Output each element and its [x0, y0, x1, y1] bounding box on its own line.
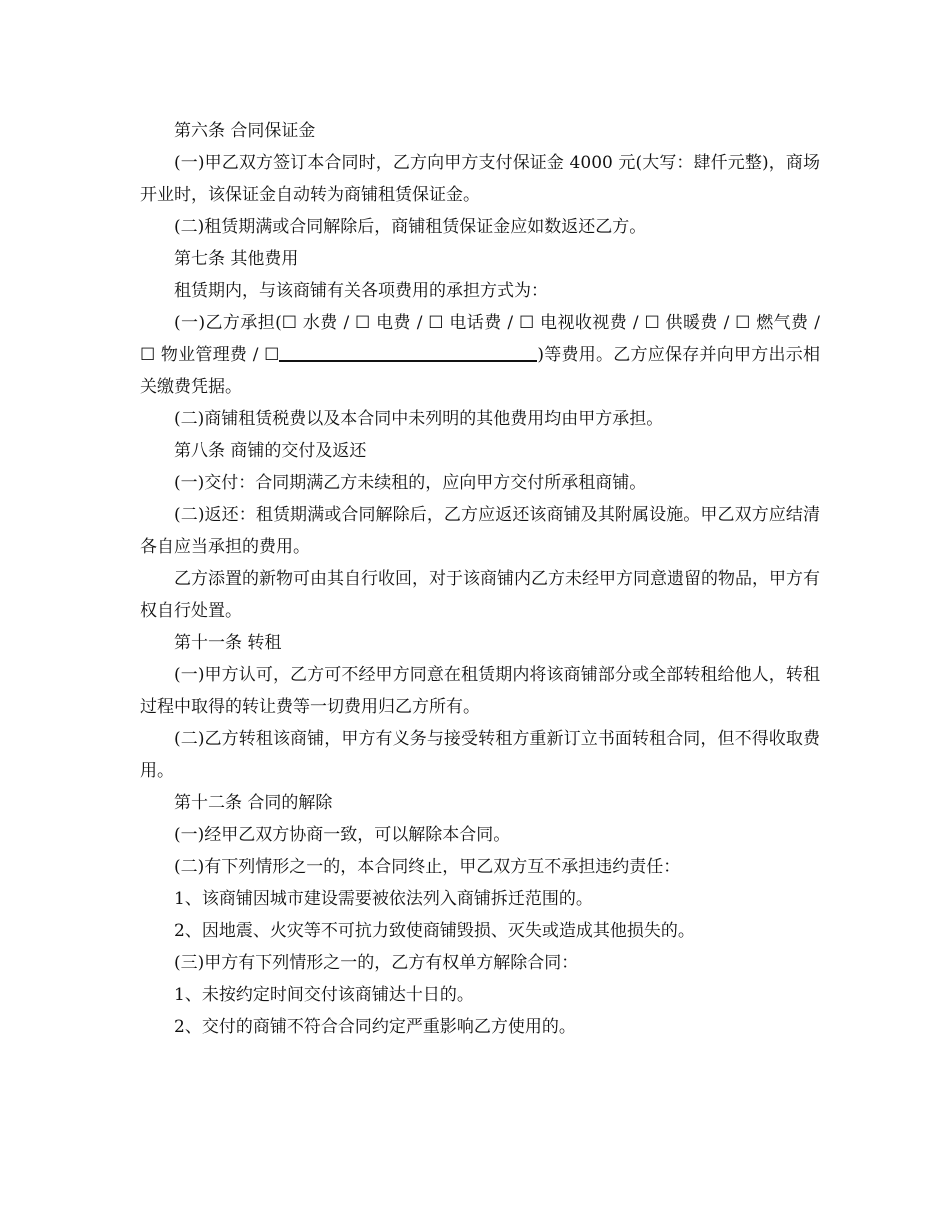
clause-paragraph: (二)商铺租赁税费以及本合同中未列明的其他费用均由甲方承担。 [174, 409, 664, 429]
clause-paragraph: 乙方添置的新物可由其自行收回，对于该商铺内乙方未经甲方同意遗留的物品，甲方有权自行处置。 [140, 569, 820, 621]
document-body [140, 115, 820, 1043]
fee-options-tail: )等费用。乙方应保存并向甲方出示相关缴费凭据。 [140, 345, 820, 397]
clause-paragraph: 租赁期内，与该商铺有关各项费用的承担方式为： [174, 281, 548, 301]
fee-options-text: (一)乙方承担(☐ 水费 / ☐ 电费 / ☐ 电话费 / ☐ 电视收视费 / ☐ 供暖费 / ☐ 燃气费 / ☐ 物业管理费 / ☐ [140, 313, 820, 365]
clause-list-item: 1、该商铺因城市建设需要被依法列入商铺拆迁范围的。 [174, 889, 593, 909]
clause-paragraph: (二)有下列情形之一的，本合同终止，甲乙双方互不承担违约责任： [174, 857, 681, 877]
clause-heading-6: 第六条 合同保证金 [174, 121, 316, 141]
clause-paragraph: (二)返还：租赁期满或合同解除后，乙方应返还该商铺及其附属设施。甲乙双方应结清各自应当承担的费用。 [140, 505, 820, 557]
clause-list-item: 2、因地震、火灾等不可抗力致使商铺毁损、灭失或造成其他损失的。 [174, 921, 695, 941]
other-fee-blank-field[interactable] [279, 340, 537, 362]
clause-paragraph: (一)经甲乙双方协商一致，可以解除本合同。 [174, 825, 511, 845]
clause-paragraph: (二)租赁期满或合同解除后，商铺租赁保证金应如数返还乙方。 [174, 217, 647, 237]
clause-heading-11: 第十一条 转租 [174, 633, 282, 653]
clause-list-item: 1、未按约定时间交付该商铺达十日的。 [174, 985, 474, 1005]
fee-options-paragraph [140, 307, 820, 403]
clause-heading-8: 第八条 商铺的交付及返还 [174, 441, 367, 461]
clause-paragraph: (一)甲乙双方签订本合同时，乙方向甲方支付保证金 4000 元(大写：肆仟元整)，商场开业时，该保证金自动转为商铺租赁保证金。 [140, 153, 820, 205]
clause-list-item: 2、交付的商铺不符合合同约定严重影响乙方使用的。 [174, 1017, 576, 1037]
clause-paragraph: (一)甲方认可，乙方可不经甲方同意在租赁期内将该商铺部分或全部转租给他人，转租过程中取得的转让费等一切费用归乙方所有。 [140, 665, 820, 717]
clause-paragraph: (二)乙方转租该商铺，甲方有义务与接受转租方重新订立书面转租合同，但不得收取费用。 [140, 729, 820, 781]
clause-heading-7: 第七条 其他费用 [174, 249, 299, 269]
clause-paragraph: (三)甲方有下列情形之一的，乙方有权单方解除合同： [174, 953, 579, 973]
clause-paragraph: (一)交付：合同期满乙方未续租的，应向甲方交付所承租商铺。 [174, 473, 647, 493]
clause-heading-12: 第十二条 合同的解除 [174, 793, 333, 813]
